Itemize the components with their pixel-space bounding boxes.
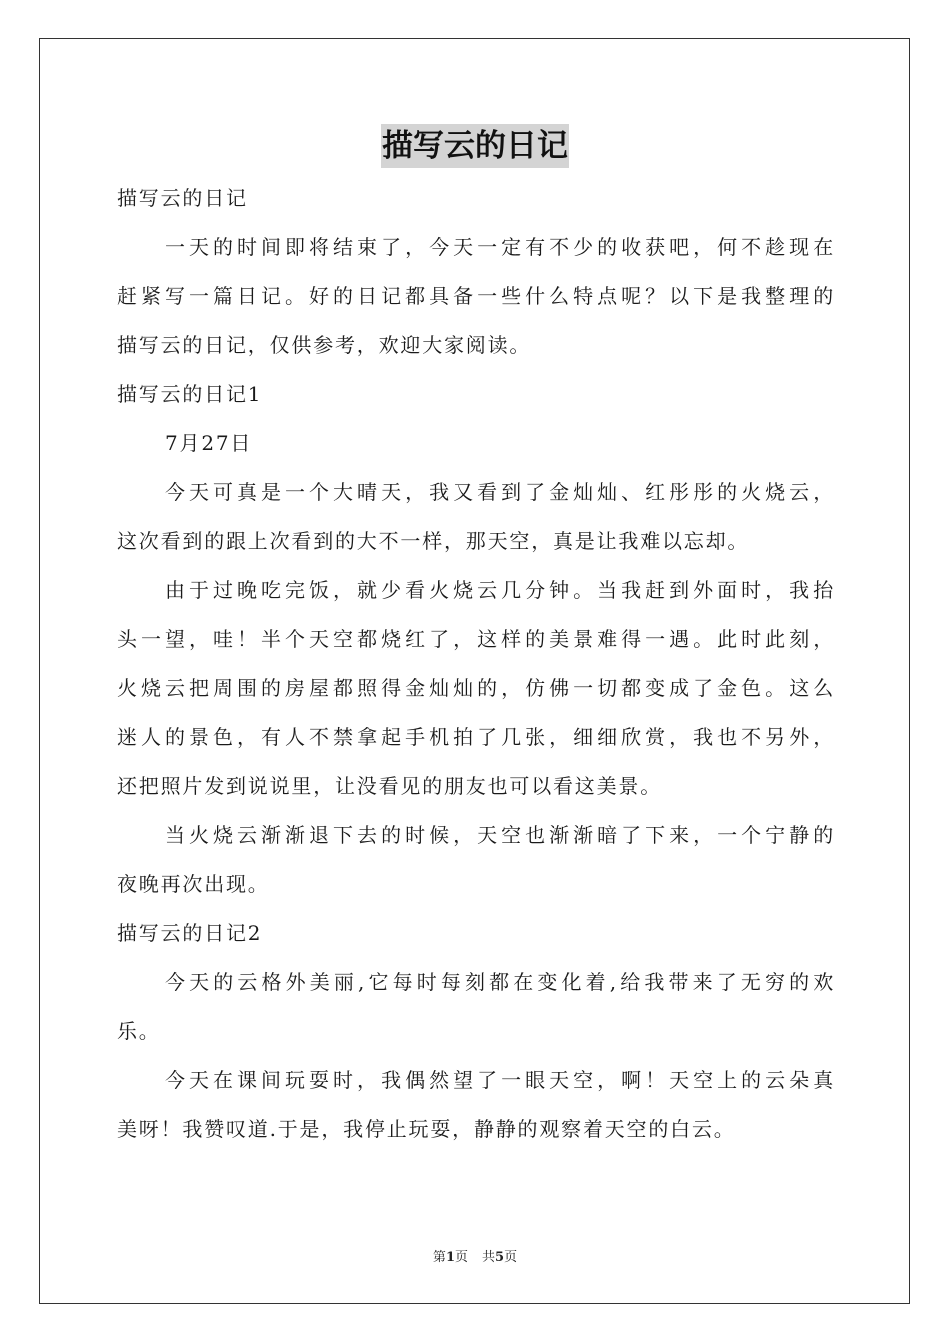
text-line: 7月27日 bbox=[165, 431, 253, 455]
text-line: 由于过晚吃完饭，就少看火烧云几分钟。当我赶到外面时，我抬 bbox=[165, 578, 835, 602]
total-prefix: 共 bbox=[482, 1250, 496, 1265]
text-line: 描写云的日记2 bbox=[117, 921, 263, 945]
text-line: 一天的时间即将结束了，今天一定有不少的收获吧，何不趁现在 bbox=[165, 235, 835, 259]
text-line: 今天的云格外美丽,它每时每刻都在变化着,给我带来了无穷的欢 bbox=[165, 970, 835, 994]
text-line: 这次看到的跟上次看到的大不一样，那天空，真是让我难以忘却。 bbox=[117, 529, 750, 553]
page-suffix: 页 bbox=[454, 1250, 468, 1265]
text-line: 夜晚再次出现。 bbox=[117, 872, 270, 896]
text-line: 乐。 bbox=[117, 1019, 161, 1043]
text-line: 赶紧写一篇日记。好的日记都具备一些什么特点呢？以下是我整理的 bbox=[117, 284, 835, 308]
document-title: 描写云的日记 bbox=[381, 124, 569, 168]
text-line: 还把照片发到说说里，让没看见的朋友也可以看这美景。 bbox=[117, 774, 662, 798]
text-line: 描写云的日记，仅供参考，欢迎大家阅读。 bbox=[117, 333, 532, 357]
text-line: 描写云的日记 bbox=[117, 186, 248, 210]
text-line: 描写云的日记1 bbox=[117, 382, 263, 406]
title-container bbox=[0, 124, 950, 168]
document-body bbox=[117, 174, 835, 1154]
total-page-count: 5 bbox=[495, 1250, 505, 1265]
text-line: 头一望，哇！半个天空都烧红了，这样的美景难得一遇。此时此刻， bbox=[117, 627, 835, 651]
current-page-number: 1 bbox=[445, 1250, 455, 1265]
page-prefix: 第 bbox=[432, 1250, 446, 1265]
text-line: 迷人的景色，有人不禁拿起手机拍了几张，细细欣赏，我也不另外， bbox=[117, 725, 835, 749]
total-suffix: 页 bbox=[504, 1250, 518, 1265]
text-line: 火烧云把周围的房屋都照得金灿灿的，仿佛一切都变成了金色。这么 bbox=[117, 676, 835, 700]
text-line: 今天在课间玩耍时，我偶然望了一眼天空，啊！天空上的云朵真 bbox=[165, 1068, 835, 1092]
text-line: 美呀！我赞叹道.于是，我停止玩耍，静静的观察着天空的白云。 bbox=[117, 1117, 736, 1141]
text-line: 当火烧云渐渐退下去的时候，天空也渐渐暗了下来，一个宁静的 bbox=[165, 823, 835, 847]
text-line: 今天可真是一个大晴天，我又看到了金灿灿、红彤彤的火烧云， bbox=[165, 480, 835, 504]
page-footer bbox=[0, 1246, 950, 1265]
